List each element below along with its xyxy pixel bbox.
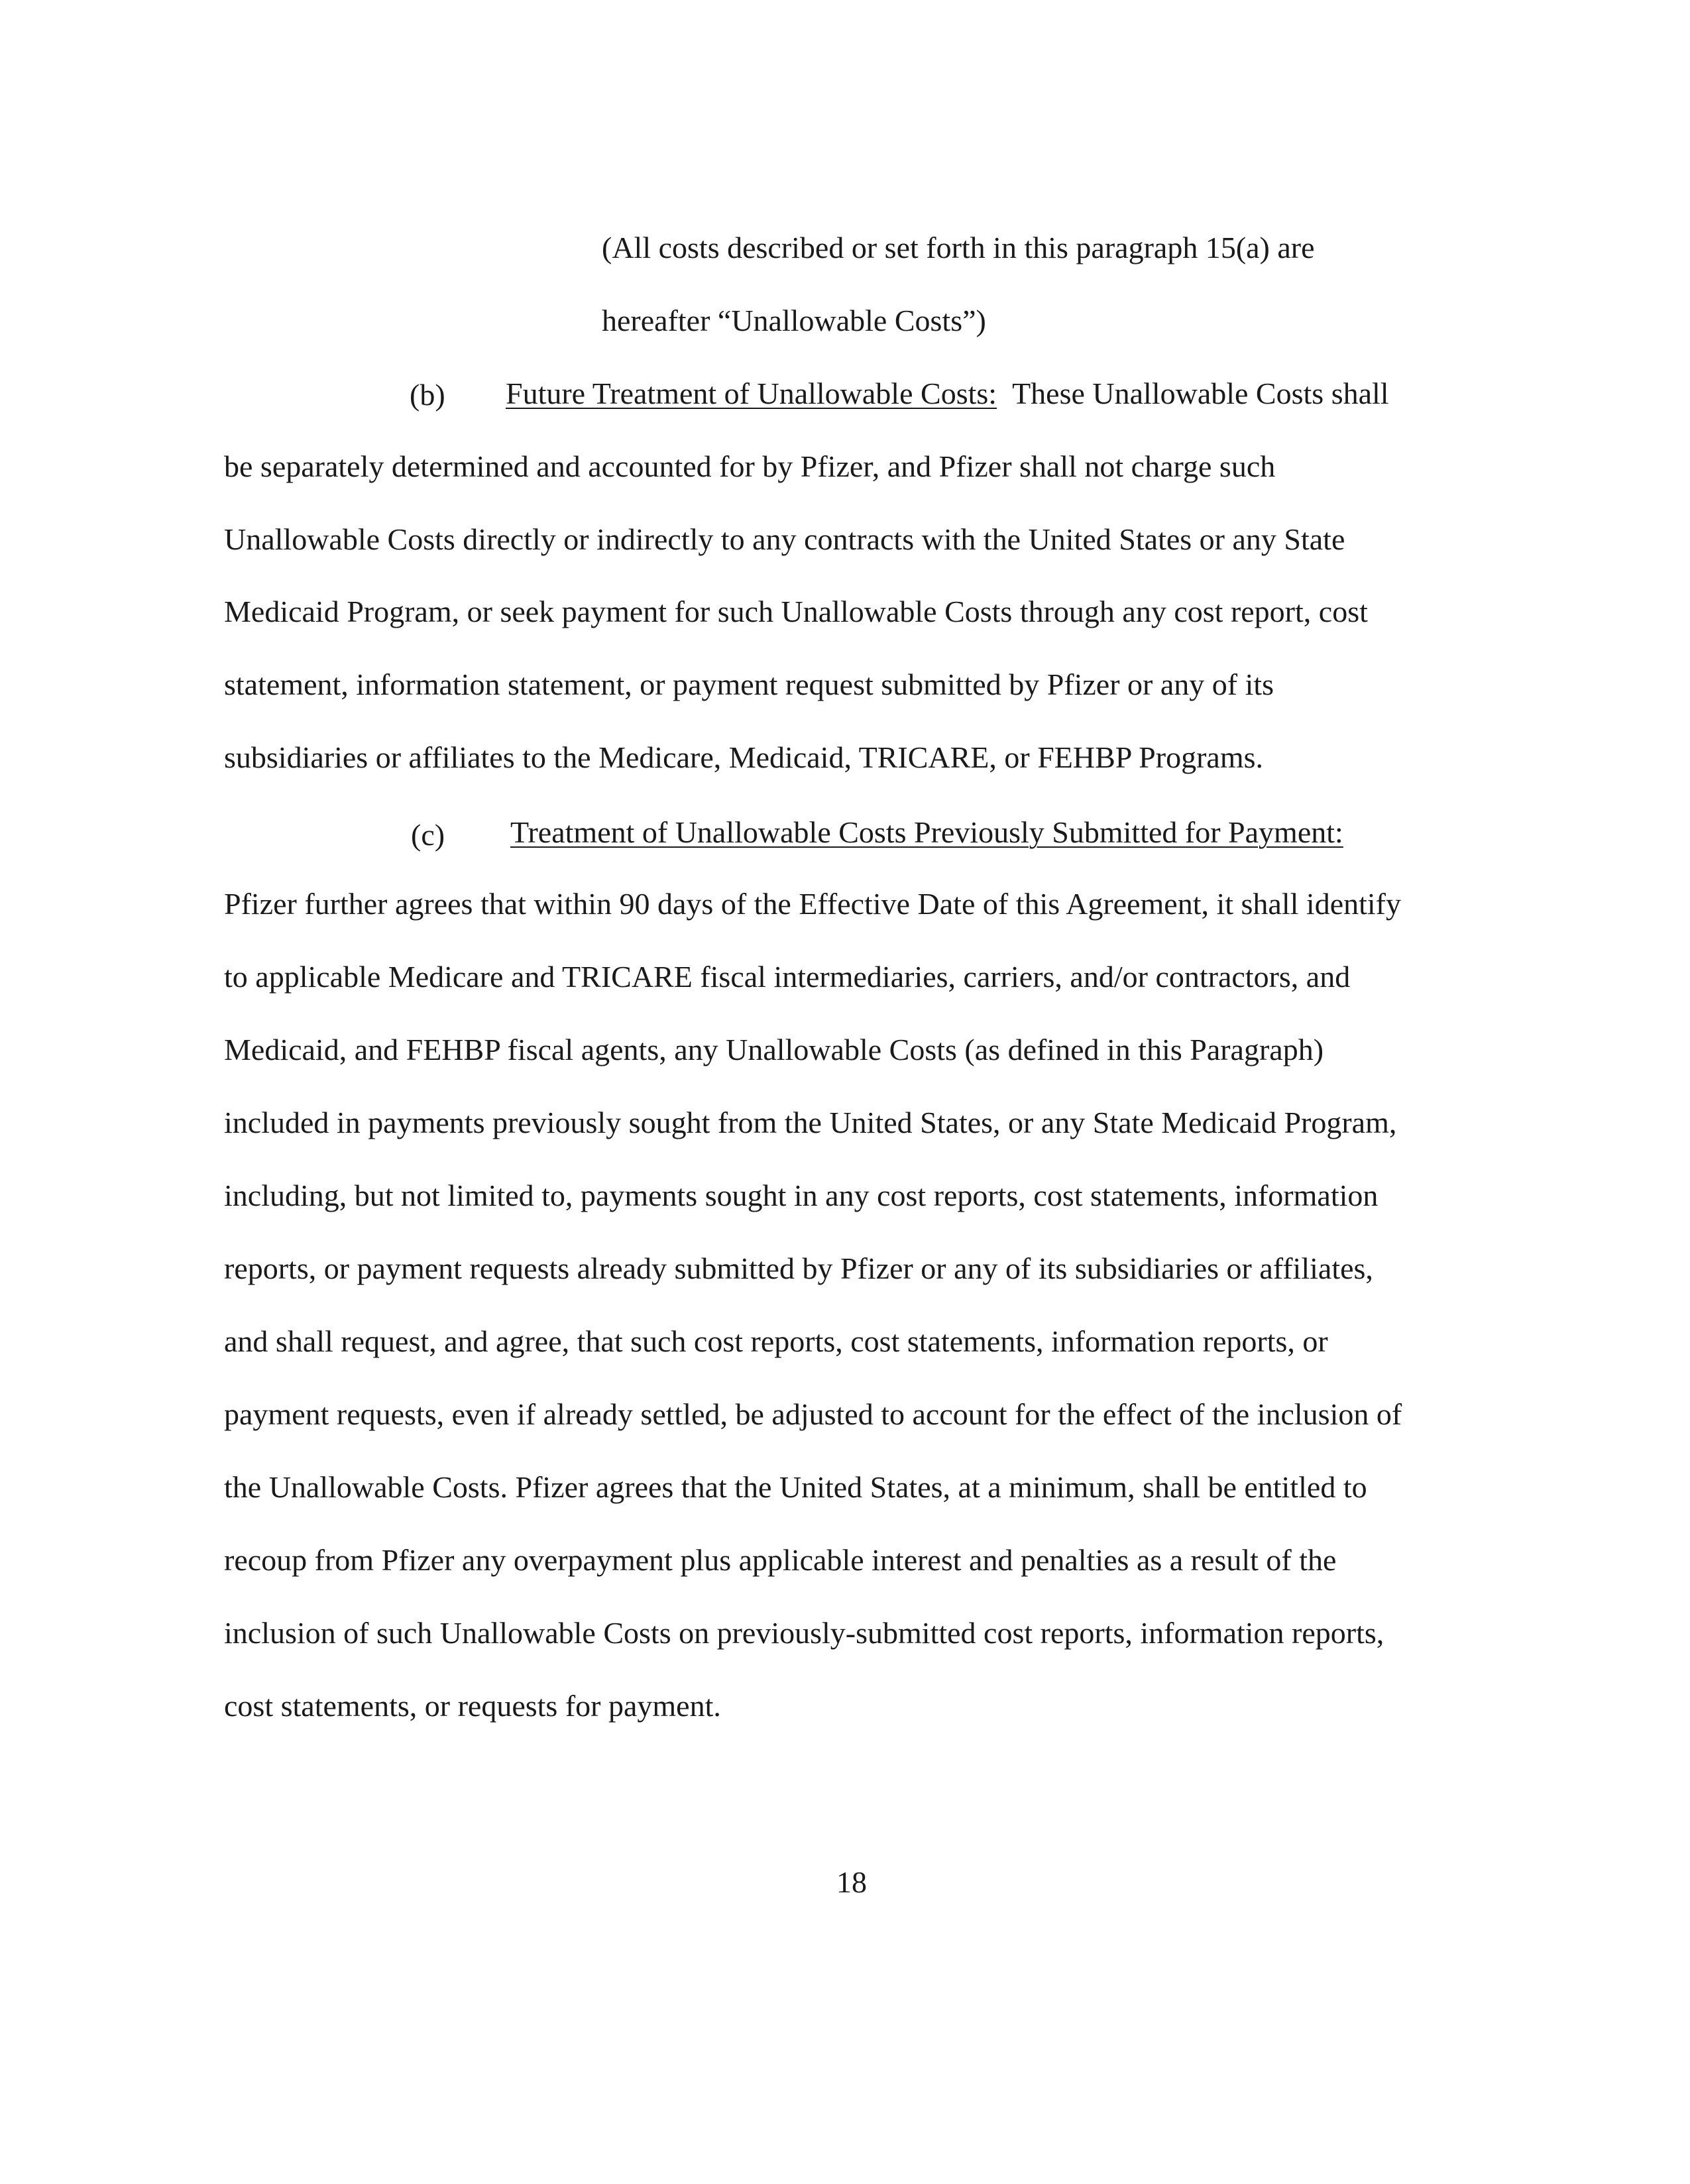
para-c-line: Pfizer further agrees that within 90 days of the Effective Date of this Agreement, it shall identify	[224, 887, 1401, 921]
para-c-marker: (c)	[411, 818, 445, 852]
para-c-line: and shall request, and agree, that such cost reports, cost statements, information reports, or	[224, 1324, 1328, 1358]
intro-line-2: hereafter “Unallowable Costs”)	[602, 304, 986, 337]
para-b-line: statement, information statement, or payment request submitted by Pfizer or any of its	[224, 667, 1274, 701]
para-c-line: cost statements, or requests for payment.	[224, 1689, 721, 1723]
para-c-line: Medicaid, and FEHBP fiscal agents, any Unallowable Costs (as defined in this Paragraph)	[224, 1033, 1324, 1066]
para-b-first-line-rest: These Unallowable Costs shall	[1012, 376, 1389, 410]
para-c-line: reports, or payment requests already submitted by Pfizer or any of its subsidiaries or affiliates,	[224, 1251, 1373, 1285]
para-b-first-line	[506, 375, 1389, 412]
para-c-line: payment requests, even if already settled, be adjusted to account for the effect of the inclusion of	[224, 1397, 1402, 1431]
intro-line-1: (All costs described or set forth in this paragraph 15(a) are	[602, 231, 1315, 264]
para-c-line: inclusion of such Unallowable Costs on previously-submitted cost reports, information reports,	[224, 1616, 1384, 1650]
para-b-line: subsidiaries or affiliates to the Medicare, Medicaid, TRICARE, or FEHBP Programs.	[224, 740, 1263, 774]
para-c-heading: Treatment of Unallowable Costs Previously Submitted for Payment:	[510, 815, 1343, 849]
para-c-line: including, but not limited to, payments sought in any cost reports, cost statements, information	[224, 1178, 1379, 1212]
para-b-line: Unallowable Costs directly or indirectly to any contracts with the United States or any State	[224, 522, 1345, 556]
para-c-line: to applicable Medicare and TRICARE fiscal intermediaries, carriers, and/or contractors, and	[224, 960, 1351, 994]
para-c-line: recoup from Pfizer any overpayment plus applicable interest and penalties as a result of the	[224, 1543, 1337, 1577]
para-b-marker: (b)	[410, 378, 445, 412]
para-c-line: the Unallowable Costs. Pfizer agrees that the United States, at a minimum, shall be entitled to	[224, 1470, 1367, 1504]
para-b-line: Medicaid Program, or seek payment for such Unallowable Costs through any cost report, cost	[224, 595, 1368, 628]
page-number: 18	[836, 1865, 867, 1899]
para-b-line: be separately determined and accounted for by Pfizer, and Pfizer shall not charge such	[224, 449, 1276, 483]
para-b-heading: Future Treatment of Unallowable Costs:	[506, 376, 997, 410]
para-c-line: included in payments previously sought from the United States, or any State Medicaid Program,	[224, 1106, 1397, 1139]
